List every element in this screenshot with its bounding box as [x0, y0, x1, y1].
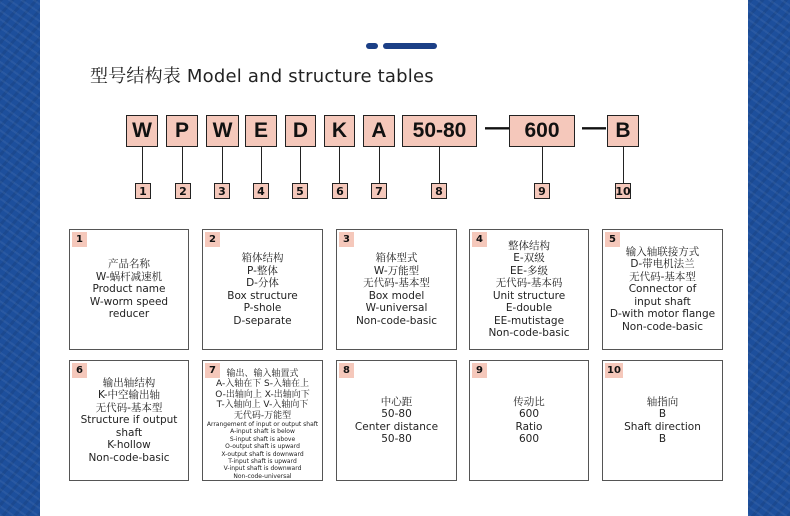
card-line: Non-code-basic — [621, 320, 704, 333]
card-line: Structure if output — [80, 414, 178, 427]
code-box-3: W — [206, 115, 239, 147]
card-line: Box structure — [227, 289, 298, 302]
card-line: K-hollow — [107, 439, 151, 452]
card-line: W-universal — [365, 302, 428, 314]
card-line: 传动比 — [513, 395, 545, 408]
card-line: Unit structure — [492, 289, 566, 302]
connector-line — [182, 147, 183, 183]
code-box-1: W — [126, 115, 158, 147]
connector-line — [142, 147, 143, 183]
spec-card-2 — [202, 229, 323, 350]
card-line: T-入轴向上 V-入轴向下 — [216, 400, 309, 411]
card-line: B — [658, 433, 667, 445]
card-line: O-出轴向上 X-出轴向下 — [215, 389, 310, 400]
card-line: Ratio — [515, 420, 543, 433]
card-line: 600 — [518, 433, 540, 445]
card-line: 输出轴结构 — [102, 376, 156, 389]
card-number: 2 — [205, 232, 220, 247]
card-line: D-分体 — [246, 277, 279, 289]
left-background — [0, 0, 40, 516]
card-line: 箱体结构 — [241, 252, 284, 264]
page-title: 型号结构表 Model and structure tables — [90, 66, 434, 87]
connector-line — [623, 147, 624, 183]
card-line: reducer — [108, 308, 150, 321]
card-line: W-万能型 — [373, 264, 420, 277]
card-line: D-带电机法兰 — [630, 258, 695, 271]
header-decoration-bar — [383, 43, 437, 49]
code-box-5: D — [285, 115, 316, 147]
card-line: 600 — [518, 408, 540, 420]
card-line: 整体结构 — [508, 239, 550, 252]
card-number: 8 — [339, 363, 354, 378]
connector-line — [222, 147, 223, 183]
card-line: EE-多级 — [509, 264, 549, 277]
card-line: 无代码-基本型 — [95, 401, 163, 414]
card-line: 输入轴联接方式 — [625, 245, 700, 258]
card-line: P-shole — [243, 302, 282, 314]
card-line: 中心距 — [380, 395, 413, 408]
card-number: 3 — [339, 232, 354, 247]
card-line: input shaft — [634, 295, 691, 308]
card-line: W-蜗杆减速机 — [95, 270, 163, 283]
card-line: Connector of — [628, 283, 697, 296]
position-number-8: 8 — [431, 183, 447, 199]
card-small-line: T-input shaft is upward — [228, 458, 297, 466]
card-line: 无代码-基本型 — [629, 270, 696, 283]
connector-line — [542, 147, 543, 183]
card-line: 50-80 — [381, 408, 412, 420]
card-line: 输出、输入轴置式 — [226, 369, 299, 379]
position-number-5: 5 — [292, 183, 308, 199]
position-number-7: 7 — [371, 183, 387, 199]
code-box-9: 600 — [509, 115, 575, 147]
card-line: Non-code-basic — [488, 327, 570, 339]
card-line: 无代码-万能型 — [233, 410, 292, 421]
card-number: 6 — [72, 363, 87, 378]
card-line: B — [658, 408, 667, 420]
card-line: Product name — [92, 283, 166, 296]
spec-card-4 — [469, 229, 589, 350]
position-number-3: 3 — [214, 183, 230, 199]
card-line: 轴指向 — [646, 395, 679, 408]
card-line: Non-code-basic — [88, 451, 170, 464]
card-line: D-with motor flange — [609, 308, 716, 321]
card-line: 50-80 — [381, 433, 412, 445]
card-line: Center distance — [354, 420, 439, 433]
spec-card-9 — [469, 360, 589, 481]
position-number-2: 2 — [175, 183, 191, 199]
card-line: Shaft direction — [624, 420, 701, 433]
card-small-line: V-input shaft is downward — [223, 465, 302, 473]
connector-line — [339, 147, 340, 183]
card-small-line: X-output shaft is downward — [221, 450, 304, 458]
card-number: 4 — [472, 232, 487, 247]
card-small-line: A-input shaft is below — [230, 428, 295, 436]
connector-line — [379, 147, 380, 183]
code-box-2: P — [166, 115, 198, 147]
spec-card-6 — [69, 360, 189, 481]
card-number: 9 — [472, 363, 487, 378]
spec-card-5 — [602, 229, 723, 350]
card-number: 7 — [205, 363, 220, 378]
code-dash-1: — — [485, 114, 509, 141]
header-decoration-dot — [366, 43, 378, 49]
code-box-4: E — [245, 115, 277, 147]
card-number: 1 — [72, 232, 87, 247]
card-line: E-双级 — [513, 252, 545, 264]
spec-card-7 — [202, 360, 323, 481]
position-number-6: 6 — [332, 183, 348, 199]
card-small-line: S-input shaft is above — [229, 435, 296, 443]
card-line: P-整体 — [247, 264, 278, 277]
card-line: K-中空输出轴 — [97, 389, 161, 402]
card-line: 无代码-基本型 — [363, 277, 430, 289]
card-line: 产品名称 — [108, 258, 150, 271]
card-line: W-worm speed — [89, 295, 169, 308]
connector-line — [261, 147, 262, 183]
code-box-10: B — [607, 115, 639, 147]
code-box-8: 50-80 — [402, 115, 477, 147]
card-line: 箱体型式 — [375, 252, 418, 264]
card-line: shaft — [115, 426, 143, 439]
spec-card-1 — [69, 229, 189, 350]
card-number: 10 — [605, 363, 623, 378]
card-line: E-double — [505, 302, 553, 314]
connector-line — [439, 147, 440, 183]
spec-card-3 — [336, 229, 457, 350]
spec-card-10 — [602, 360, 723, 481]
card-small-line: Arrangement of input or output shaft — [206, 421, 319, 429]
position-number-10: 10 — [615, 184, 631, 198]
card-line: Non-code-basic — [355, 314, 438, 327]
connector-line — [300, 147, 301, 183]
card-small-line: O-output shaft is upward — [225, 443, 300, 451]
card-line: A-入轴在下 S-入轴在上 — [215, 379, 310, 390]
card-number: 5 — [605, 232, 620, 247]
card-small-line: Non-code-universal — [233, 472, 292, 480]
spec-card-8 — [336, 360, 457, 481]
code-box-7: A — [363, 115, 395, 147]
card-line: EE-mutistage — [493, 314, 565, 327]
card-line: 无代码-基本码 — [495, 277, 563, 289]
code-dash-2: — — [582, 114, 606, 141]
card-line: Box model — [368, 289, 425, 302]
code-box-6: K — [324, 115, 355, 147]
right-background — [748, 0, 790, 516]
position-number-9: 9 — [534, 183, 550, 199]
position-number-1: 1 — [135, 183, 151, 199]
position-number-4: 4 — [253, 183, 269, 199]
card-line: D-separate — [233, 314, 292, 327]
